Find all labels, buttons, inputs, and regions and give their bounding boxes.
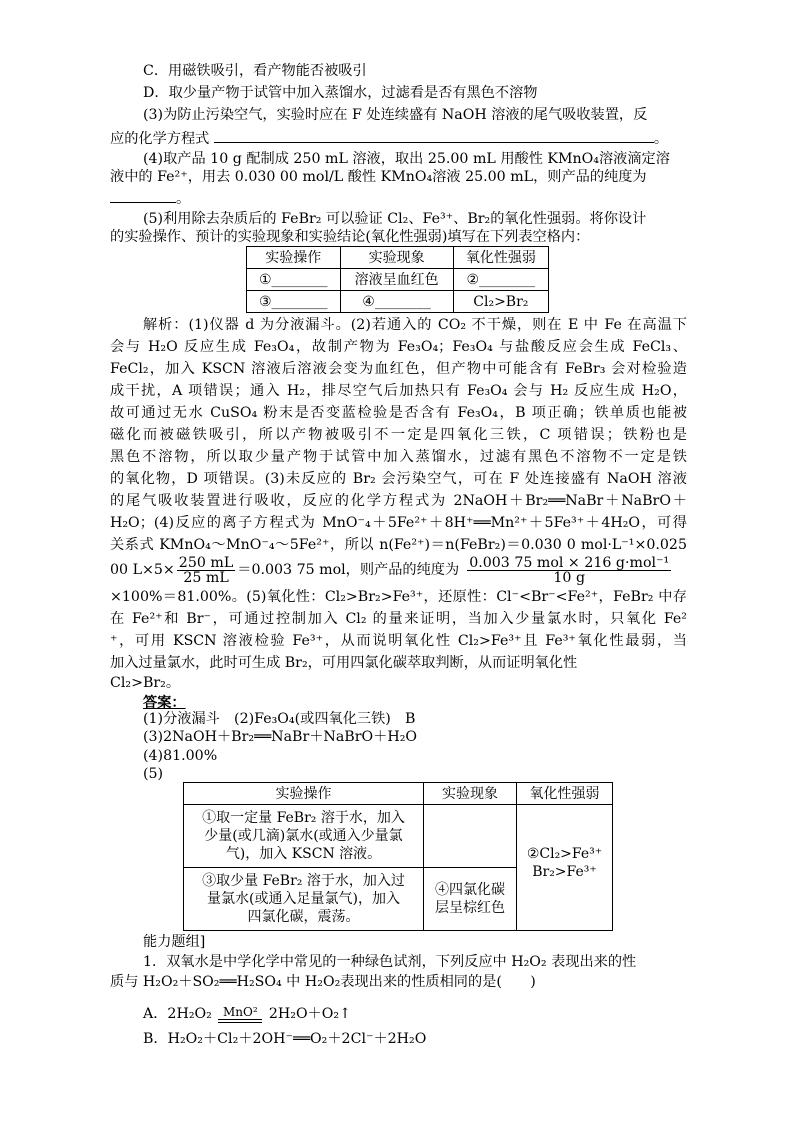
answer-table (183, 782, 613, 931)
calc-text: 00 L×5× (110, 562, 175, 578)
cell-line: Br₂>Fe³⁺ (532, 864, 597, 880)
question-1-line2: 质与 H₂O₂＋SO₂══H₂SO₄ 中 H₂O₂表现出来的性质相同的是( ) (110, 974, 536, 990)
fraction-numerator: 250 mL (178, 554, 234, 571)
question-4-line3 (110, 188, 690, 208)
volume-fraction (177, 556, 235, 585)
analysis-line: FeCl₂，加入 KSCN 溶液后溶液会变为血红色，但产物中可能含有 FeBr₃ 会对检验造 (110, 361, 687, 377)
table-header: 氧化性强弱 (517, 783, 613, 805)
answer-line: (4)81.00% (143, 748, 218, 764)
cell-line: 层呈棕红色 (435, 900, 505, 916)
cell-line: 少量(或几滴)氯水(或通入少量氯 (204, 828, 403, 844)
question-3-line1: (3)为防止污染空气，实验时应在 F 处连续盛有 NaOH 溶液的尾气吸收装置，反 (143, 107, 648, 123)
purity-fraction (467, 556, 671, 585)
question-4-line1: (4)取产品 10 g 配制成 250 mL 溶液，取出 25.00 mL 用酸性 KMnO₄溶液滴定溶 (143, 151, 670, 167)
table-header: 实验操作 (184, 783, 424, 805)
fraction-denominator: 25 mL (183, 569, 229, 586)
cell-line: ④四氯化碳 (435, 882, 505, 898)
table-header-row (184, 783, 613, 805)
question-5-line2: 的实验操作、预计的实验现象和实验结论(氧化性强弱)填写在下列表空格内： (110, 229, 590, 245)
table-cell (424, 805, 517, 868)
option-a (143, 1002, 723, 1026)
fraction-numerator: 0.003 75 mol × 216 g·mol⁻¹ (469, 554, 670, 571)
cell-line: 四氯化碳，震荡。 (247, 909, 360, 925)
analysis-line: 在 Fe²⁺和 Br⁻，可通过控制加入 Cl₂ 的量来证明，当加入少量氯水时，只氧化 Fe² (110, 611, 687, 627)
analysis-line: 故可通过无水 CuSO₄ 粉末是否变蓝检验是否含有 Fe₃O₄，B 项正确；铁单质也能被 (110, 405, 687, 421)
table-header: 氧化性强弱 (453, 247, 548, 269)
cell-line: 量氯水(或通入足量氯气)，加入 (207, 891, 400, 907)
calculation-line (110, 554, 690, 586)
cell-line: 气)，加入 KSCN 溶液。 (225, 846, 382, 862)
table-header-row (247, 247, 549, 269)
table-cell: Cl₂>Br₂ (453, 291, 548, 313)
analysis-line: 磁化而被磁铁吸引，所以产物被吸引不一定是四氧化三铁，C 项错误；铁粉也是 (110, 427, 687, 443)
table-cell: ②________ (453, 269, 548, 291)
table-header: 实验现象 (424, 783, 517, 805)
question-4-line2: 液中的 Fe²⁺，用去 0.030 00 mol/L 酸性 KMnO₄溶液 25.00 mL，则产品的纯度为 (110, 169, 647, 185)
cell-line: ③取少量 FeBr₂ 溶于水，加入过 (202, 873, 405, 889)
table-cell (184, 868, 424, 931)
analysis-line: 黑色不溶物，所以取少量产物于试管中加入蒸馏水，过滤有黑色不溶物不一定是铁 (110, 449, 687, 465)
table-row (247, 291, 549, 313)
table-row (184, 805, 613, 868)
question-3-line2 (110, 128, 690, 148)
table-header: 实验现象 (340, 247, 453, 269)
table-cell: 溶液呈血红色 (340, 269, 453, 291)
answer-line: (1)分液漏斗 (2)Fe₃O₄(或四氧化三铁) B (143, 711, 416, 727)
table-cell: ③________ (247, 291, 341, 313)
reaction-arrow (218, 1006, 262, 1023)
table-cell: ①________ (247, 269, 341, 291)
option-d: D．取少量产物于试管中加入蒸馏水，过滤看是否有黑色不溶物 (143, 85, 538, 101)
analysis-line: 会与 H₂O 反应生成 Fe₃O₄，故制产物为 Fe₃O₄；Fe₃O₄ 与盐酸反应会生成 FeCl₃、 (110, 339, 687, 355)
cell-line: ①取一定量 FeBr₂ 溶于水，加入 (202, 810, 405, 826)
answer-line: (5) (143, 766, 164, 782)
analysis-line: 关系式 KMnO₄～MnO⁻₄～5Fe²⁺，所以 n(Fe²⁺)＝n(FeBr₂)＝0.030 0 mol·L⁻¹×0.025 (110, 537, 687, 553)
cell-line: ②Cl₂>Fe³⁺ (526, 846, 603, 862)
calc-text: ＝0.003 75 mol，则产品的纯度为 (237, 562, 460, 578)
table-cell (424, 868, 517, 931)
double-line (218, 1019, 262, 1023)
table-row (247, 269, 549, 291)
question-3-end: 。 (653, 131, 669, 147)
analysis-line: 解析：(1)仪器 d 为分液漏斗。(2)若通入的 CO₂ 不干燥，则在 E 中 Fe 在高温下 (143, 317, 687, 333)
catalyst-label: MnO² (223, 1004, 258, 1019)
answer-blank (214, 128, 654, 143)
analysis-line: Cl₂>Br₂。 (110, 675, 181, 691)
option-c: C．用磁铁吸引，看产物能否被吸引 (143, 63, 367, 79)
table-cell: ④________ (340, 291, 453, 313)
option-b: B．H₂O₂＋Cl₂＋2OH⁻══O₂＋2Cl⁻＋2H₂O (143, 1031, 427, 1047)
analysis-line: ×100%＝81.00%。(5)氧化性：Cl₂>Br₂>Fe³⁺，还原性：Cl⁻<Br⁻<Fe²⁺，FeBr₂ 中存 (110, 589, 687, 605)
table-cell (517, 805, 613, 931)
answer-blank (110, 188, 176, 203)
experiment-table (246, 246, 549, 313)
analysis-line: H₂O；(4)反应的离子方程式为 MnO⁻₄＋5Fe²⁺＋8H⁺══Mn²⁺＋5Fe³⁺＋4H₂O，可得 (110, 515, 687, 531)
option-a-product: 2H₂O＋O₂↑ (268, 1006, 351, 1022)
answer-line: (3)2NaOH＋Br₂══NaBr＋NaBrO＋H₂O (143, 729, 418, 745)
analysis-line: 加入过量氯水，此时可生成 Br₂，可用四氯化碳萃取判断，从而证明氧化性 (110, 655, 578, 671)
question-5-line1: (5)利用除去杂质后的 FeBr₂ 可以验证 Cl₂、Fe³⁺、Br₂的氧化性强弱。将你设计 (143, 211, 647, 227)
section-title: 能力题组] (143, 934, 206, 950)
question-1-line1: 1．双氧水是中学化学中常见的一种绿色试剂，下列反应中 H₂O₂ 表现出来的性 (143, 954, 637, 970)
analysis-line: ⁺，可用 KSCN 溶液检验 Fe³⁺，从而说明氧化性 Cl₂>Fe³⁺且 Fe³⁺氧化性最弱，当 (110, 633, 687, 649)
option-a-reactant: A．2H₂O₂ (143, 1006, 212, 1022)
table-cell (184, 805, 424, 868)
question-4-end: 。 (176, 191, 191, 207)
analysis-line: 的氧化物，D 项错误。(3)未反应的 Br₂ 会污染空气，可在 F 处连接盛有 NaOH 溶液 (110, 471, 687, 487)
table-header: 实验操作 (247, 247, 341, 269)
analysis-line: 的尾气吸收装置进行吸收，反应的化学方程式为 2NaOH＋Br₂══NaBr＋NaBrO＋ (110, 493, 687, 509)
answer-label: 答案： (143, 695, 186, 711)
fraction-denominator: 10 g (553, 569, 586, 586)
question-3-text: 应的化学方程式 (110, 131, 210, 147)
analysis-line: 成干扰，A 项错误；通入 H₂，排尽空气后加热只有 Fe₃O₄ 会与 H₂ 反应生成 H₂O， (110, 383, 687, 399)
